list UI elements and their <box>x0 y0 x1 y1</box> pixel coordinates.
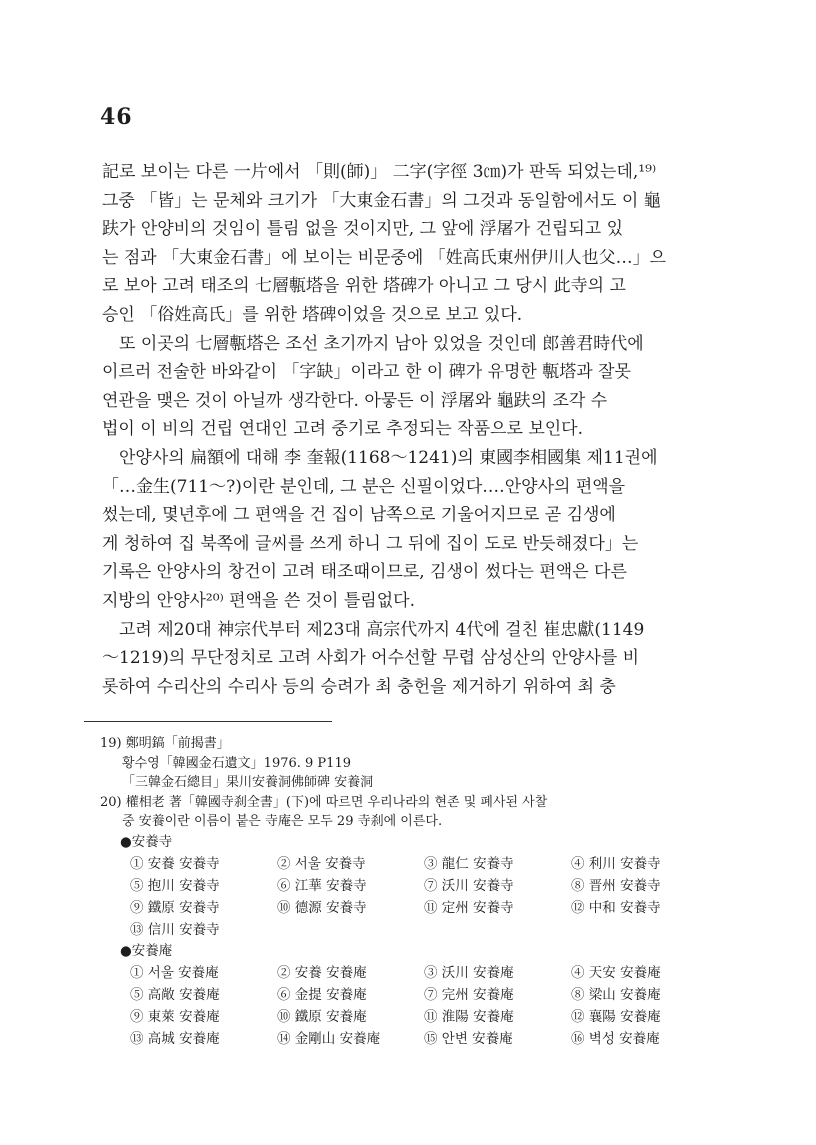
temple-item: ⑪ 淮陽 安養庵 <box>424 1008 514 1025</box>
temple-item: ⑪ 定州 安養寺 <box>424 899 514 916</box>
temple-item: ⑩ 鐵原 安養庵 <box>277 1008 367 1025</box>
body-line: 롯하여 수리산의 수리사 등의 승려가 최 충헌을 제거하기 위하여 최 충 <box>102 676 616 697</box>
temple-item: ③ 沃川 安養庵 <box>424 964 514 981</box>
footnote-20-line: 중 安養이란 이름이 붙은 寺庵은 모두 29 寺刹에 이른다. <box>122 814 443 829</box>
category-anyangsa: ●安養寺 <box>120 833 173 850</box>
category-anyangam: ●安養庵 <box>120 942 173 959</box>
body-line: 연관을 맺은 것이 아닐까 생각한다. 아뭏든 이 浮屠와 龜趺의 조각 수 <box>102 390 608 411</box>
body-line: 趺가 안양비의 것임이 틀림 없을 것이지만, 그 앞에 浮屠가 건립되고 있 <box>102 219 623 240</box>
temple-row <box>130 962 720 984</box>
body-line: 법이 이 비의 건립 연대인 고려 중기로 추정되는 작품으로 보인다. <box>102 419 584 440</box>
temple-item: ① 安養 安養寺 <box>130 855 220 872</box>
body-line: 승인 「俗姓高氏」를 위한 塔碑이었을 것으로 보고 있다. <box>102 304 523 325</box>
temple-item: ⑤ 高敞 安養庵 <box>130 986 220 1003</box>
temple-item: ⑥ 金提 安養庵 <box>277 986 367 1003</box>
temple-item: ⑧ 梁山 安養庵 <box>571 986 661 1003</box>
temple-row <box>130 984 720 1006</box>
body-line: 「…金生(711～?)이란 분인데, 그 분은 신필이었다.…안양사의 편액을 <box>102 476 626 497</box>
temple-item: ④ 天安 安養庵 <box>571 964 661 981</box>
temple-item: ⑧ 晋州 安養寺 <box>571 877 661 894</box>
body-line: 記로 보이는 다른 一片에서 「則(師)」 二字(字徑 3㎝)가 판독 되었는데,¹⁹⁾ <box>102 162 657 182</box>
body-line: 게 청하여 집 북쪽에 글씨를 쓰게 하니 그 뒤에 집이 도로 반듯해졌다」는 <box>102 533 639 554</box>
footnote-19: 19) 鄭明鎬「前揭書」 <box>100 736 230 751</box>
temple-item: ③ 龍仁 安養寺 <box>424 855 514 872</box>
body-line: ～1219)의 무단정치로 고려 사회가 어수선할 무렵 삼성산의 안양사를 비 <box>102 648 640 669</box>
footnotes <box>100 734 720 1050</box>
body-line: 안양사의 扁額에 대해 李 奎報(1168～1241)의 東國李相國集 제11권에 <box>102 447 658 468</box>
temple-item: ⑫ 中和 安養寺 <box>571 899 661 916</box>
temple-item: ⑦ 沃川 安養寺 <box>424 877 514 894</box>
footnote-20: 20) 權相老 著「韓國寺刹全書」(下)에 따르면 우리나라의 현존 및 폐사된 사찰 <box>100 794 548 810</box>
body-line: 썼는데, 몇년후에 그 편액을 건 집이 남쪽으로 기울어지므로 곧 김생에 <box>102 505 616 526</box>
temple-row <box>130 919 720 941</box>
body-text <box>102 158 722 701</box>
footnote-19-line: 「三韓金石總目」果川安養洞佛師碑 安養洞 <box>122 775 374 790</box>
temple-item: ① 서울 安養庵 <box>130 964 219 981</box>
body-line: 는 점과 「大東金石書」에 보이는 비문중에 「姓高氏東州伊川人也父…」으 <box>102 247 667 268</box>
footnote-19-line: 황수영「韓國金石遺文」1976. 9 P119 <box>122 755 351 771</box>
temple-item: ⑯ 벽성 安養庵 <box>571 1030 660 1047</box>
temple-row <box>130 897 720 919</box>
page-number: 46 <box>100 104 133 130</box>
temple-row <box>130 853 720 875</box>
temple-item: ⑦ 完州 安養庵 <box>424 986 514 1003</box>
temple-item: ⑭ 金剛山 安養庵 <box>277 1030 381 1047</box>
temple-row <box>130 1006 720 1028</box>
body-line: 그중 「皆」는 문체와 크기가 「大東金石書」의 그것과 동일함에서도 이 龜 <box>102 190 661 211</box>
temple-row <box>130 875 720 897</box>
temple-item: ⑮ 안변 安養庵 <box>424 1030 513 1047</box>
body-line: 또 이곳의 七層甎塔은 조선 초기까지 남아 있었을 것인데 郎善君時代에 <box>102 333 644 354</box>
temple-item: ② 서울 安養寺 <box>277 855 366 872</box>
temple-list-anyangam <box>100 962 720 1050</box>
temple-row <box>130 1028 720 1050</box>
body-line: 기록은 안양사의 창건이 고려 태조때이므로, 김생이 썼다는 편액은 다른 <box>102 562 627 583</box>
temple-item: ⑨ 東萊 安養庵 <box>130 1008 220 1025</box>
body-line: 이르러 전술한 바와같이 「字缺」이라고 한 이 碑가 유명한 甎塔과 잘못 <box>102 362 631 383</box>
temple-item: ⑬ 信川 安養寺 <box>130 921 220 938</box>
temple-list-anyangsa <box>100 853 720 941</box>
temple-item: ⑤ 抱川 安養寺 <box>130 877 220 894</box>
body-line: 고려 제20대 神宗代부터 제23대 高宗代까지 4代에 걸친 崔忠獻(1149 <box>102 619 645 640</box>
footnote-divider <box>84 721 332 722</box>
temple-item: ⑥ 江華 安養寺 <box>277 877 367 894</box>
temple-item: ⑫ 襄陽 安養庵 <box>571 1008 661 1025</box>
body-line: 지방의 안양사²⁰⁾ 편액을 쓴 것이 틀림없다. <box>102 590 415 611</box>
temple-item: ② 安養 安養庵 <box>277 964 367 981</box>
temple-item: ④ 利川 安養寺 <box>571 855 661 872</box>
temple-item: ⑬ 高城 安養庵 <box>130 1030 220 1047</box>
temple-item: ⑩ 德源 安養寺 <box>277 899 367 916</box>
temple-item: ⑨ 鐵原 安養寺 <box>130 899 220 916</box>
body-line: 로 보아 고려 태조의 七層甎塔을 위한 塔碑가 아니고 그 당시 此寺의 고 <box>102 276 626 297</box>
